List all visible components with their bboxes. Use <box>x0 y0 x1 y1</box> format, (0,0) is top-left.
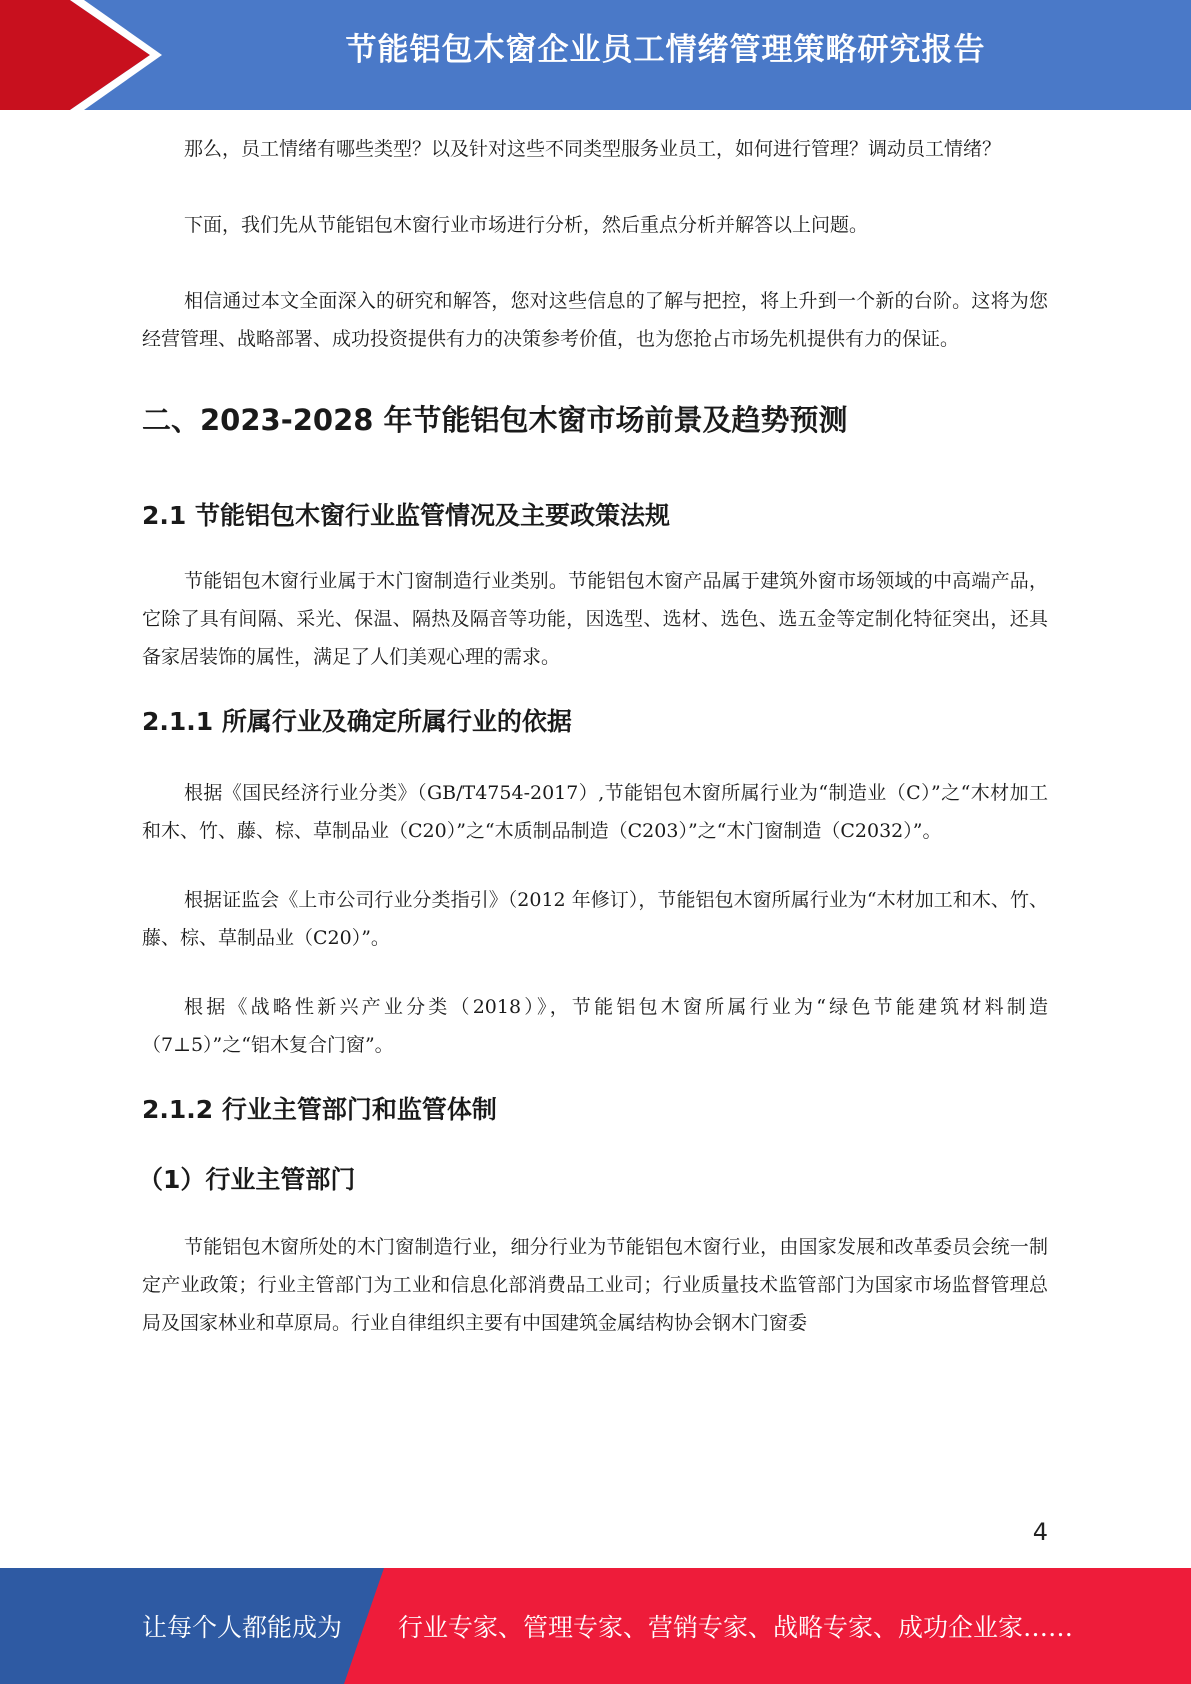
paragraph: 下面，我们先从节能铝包木窗行业市场进行分析，然后重点分析并解答以上问题。 <box>184 214 869 236</box>
footer-slogan-right: 行业专家、管理专家、营销专家、战略专家、成功企业家…… <box>398 1613 1074 1642</box>
paragraph: 根据《国民经济行业分类》（GB/T4754-2017）,节能铝包木窗所属行业为“制造业（C）”之“木材加工和木、竹、藤、棕、草制品业（C20）”之“木质制品制造（C203）”之“木门窗制造（C2032）”。 <box>142 782 1048 842</box>
header-chevron-decoration <box>0 0 200 110</box>
page-footer <box>0 1568 1191 1684</box>
page-header <box>0 0 1191 110</box>
paragraph: 节能铝包木窗所处的木门窗制造行业，细分行业为节能铝包木窗行业，由国家发展和改革委员会统一制定产业政策；行业主管部门为工业和信息化部消费品工业司；行业质量技术监管部门为国家市场监督管理总局及国家林业和草原局。行业自律组织主要有中国建筑金属结构协会钢木门窗委 <box>142 1236 1048 1334</box>
subsection-heading: 2.1 节能铝包木窗行业监管情况及主要政策法规 <box>142 501 670 530</box>
subsection-heading: 2.1.1 所属行业及确定所属行业的依据 <box>142 707 572 736</box>
paragraph: 根据证监会《上市公司行业分类指引》（2012 年修订），节能铝包木窗所属行业为“木材加工和木、竹、藤、棕、草制品业（C20）”。 <box>142 889 1048 949</box>
subsection-heading: 2.1.2 行业主管部门和监管体制 <box>142 1095 497 1124</box>
subsection-heading: （1）行业主管部门 <box>138 1165 356 1194</box>
paragraph: 相信通过本文全面深入的研究和解答，您对这些信息的了解与把控，将上升到一个新的台阶。这将为您经营管理、战略部署、成功投资提供有力的决策参考价值，也为您抢占市场先机提供有力的保证。 <box>142 290 1048 350</box>
paragraph: 根据《战略性新兴产业分类（2018）》，节能铝包木窗所属行业为“绿色节能建筑材料制造（7⊥5）”之“铝木复合门窗”。 <box>142 996 1048 1056</box>
paragraph: 节能铝包木窗行业属于木门窗制造行业类别。节能铝包木窗产品属于建筑外窗市场领域的中高端产品，它除了具有间隔、采光、保温、隔热及隔音等功能，因选型、选材、选色、选五金等定制化特征突出，还具备家居装饰的属性，满足了人们美观心理的需求。 <box>142 570 1048 668</box>
document-body <box>138 130 1048 1342</box>
paragraph: 那么，员工情绪有哪些类型？以及针对这些不同类型服务业员工，如何进行管理？调动员工情绪？ <box>184 138 1002 160</box>
page-number: 4 <box>1032 1518 1048 1546</box>
header-title: 节能铝包木窗企业员工情绪管理策略研究报告 <box>345 32 986 68</box>
section-heading: 二、2023-2028 年节能铝包木窗市场前景及趋势预测 <box>142 403 848 437</box>
footer-slogan-left: 让每个人都能成为 <box>142 1613 343 1642</box>
